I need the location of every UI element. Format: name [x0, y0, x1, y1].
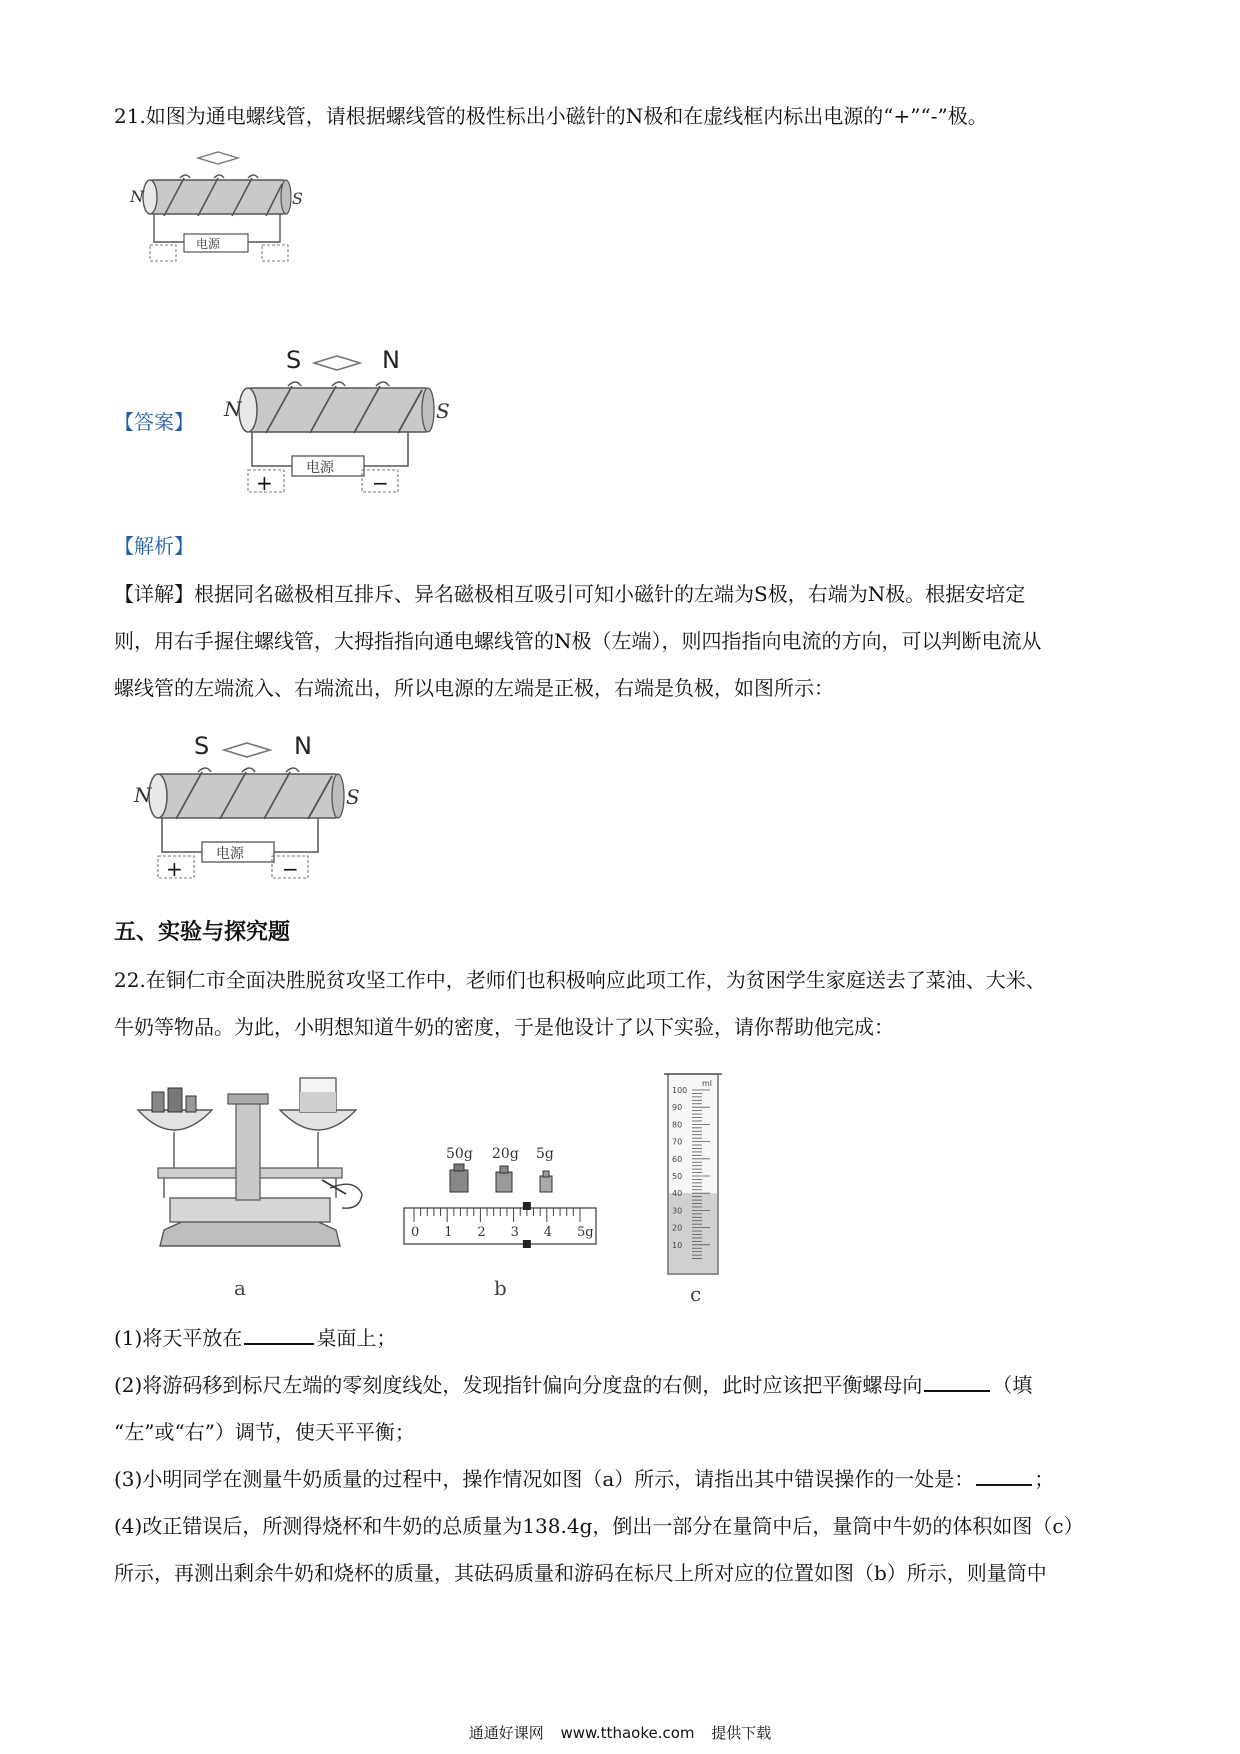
rider-marker: [523, 1240, 531, 1248]
needle-n-label: N: [382, 346, 400, 374]
plus-label: +: [166, 857, 183, 881]
coil-n-label: N: [134, 783, 152, 807]
balance-figure: [130, 1070, 370, 1260]
section-heading: 五、实验与探究题: [114, 919, 291, 945]
footer-note: 提供下载: [711, 1724, 772, 1742]
fig-a-label: a: [234, 1276, 246, 1300]
q22-step-2: [114, 1371, 1032, 1399]
scale-tick-label: 0: [411, 1225, 420, 1240]
detail-line-1: 【详解】根据同名磁极相互排斥、异名磁极相互吸引可知小磁针的左端为S极，右端为N极。根据安培定: [114, 582, 1026, 606]
weights-scale-figure: [400, 1140, 610, 1260]
step2-text-a: (2)将游码移到标尺左端的零刻度线处，发现指针偏向分度盘的右侧，此时应该把平衡螺母向: [114, 1373, 923, 1397]
minus-label: −: [372, 471, 389, 495]
power-label: 电源: [306, 460, 334, 476]
q22-step-2-cont: “左”或“右”）调节，使天平平衡；: [114, 1420, 415, 1444]
fig-b-label: b: [494, 1276, 507, 1300]
scale-tick-label: 2: [477, 1225, 486, 1240]
cylinder-tick-label: 60: [672, 1154, 683, 1164]
weight-label: 5g: [536, 1146, 554, 1162]
q21-prompt: 21.如图为通电螺线管，请根据螺线管的极性标出小磁针的N极和在虚线框内标出电源的“+”“-”极。: [114, 104, 988, 128]
coil-s-label: S: [292, 189, 303, 208]
page-footer: [0, 1722, 1240, 1743]
q22-step-3: [114, 1465, 1054, 1493]
plus-label: +: [256, 471, 273, 495]
needle-s-label: S: [194, 732, 210, 760]
scale-tick-label: 1: [444, 1225, 453, 1240]
q22-line-2: 牛奶等物品。为此，小明想知道牛奶的密度，于是他设计了以下实验，请你帮助他完成：: [114, 1015, 894, 1039]
weight-5g: [540, 1176, 552, 1192]
step2-text-b: （填: [992, 1373, 1033, 1397]
coil-s-label: S: [346, 785, 360, 809]
coil-n-label: N: [130, 187, 144, 206]
detail-solenoid-figure: [128, 728, 368, 893]
coil-s-label: S: [436, 399, 450, 423]
scale-tick-label: 5g: [577, 1225, 594, 1240]
cylinder-tick-label: 10: [672, 1240, 683, 1250]
scale-tick-label: 3: [510, 1225, 519, 1240]
cylinder-tick-label: 100: [672, 1086, 688, 1095]
cylinder-tick-label: 20: [672, 1223, 683, 1233]
cylinder-tick-label: 40: [672, 1189, 683, 1199]
weight-label: 50g: [446, 1146, 473, 1162]
magnetic-needle: [198, 152, 238, 164]
minus-label: −: [282, 857, 299, 881]
weight-label: 20g: [492, 1146, 519, 1162]
q22-step-4-cont: 所示，再测出剩余牛奶和烧杯的质量，其砝码质量和游码在标尺上所对应的位置如图（b）所示，则量筒中: [114, 1561, 1047, 1585]
detail-line-3: 螺线管的左端流入、右端流出，所以电源的左端是正极，右端是负极，如图所示：: [114, 676, 834, 700]
cylinder-tick-label: 50: [672, 1172, 683, 1181]
cylinder-tick-label: 90: [672, 1103, 683, 1113]
step1-text-b: 桌面上；: [316, 1326, 397, 1350]
graduated-cylinder-figure: [660, 1066, 730, 1278]
step3-text-a: (3)小明同学在测量牛奶质量的过程中，操作情况如图（a）所示，请指出其中错误操作的一处是：: [114, 1467, 975, 1491]
answer-solenoid-figure: [222, 340, 462, 505]
needle-s-label: S: [286, 346, 302, 374]
detail-line-2: 则，用右手握住螺线管，大拇指指向通电螺线管的N极（左端），则四指指向电流的方向，可以判断电流从: [114, 629, 1042, 653]
coil-n-label: N: [224, 397, 242, 421]
weight-20g: [496, 1172, 512, 1192]
q22-step-1: [114, 1324, 396, 1352]
cylinder-tick-label: 80: [672, 1120, 683, 1130]
answer-blank-1[interactable]: [244, 1325, 314, 1345]
cyl-unit-label: ml: [702, 1079, 713, 1088]
answer-blank-2[interactable]: [924, 1372, 990, 1392]
power-label: 电源: [196, 237, 221, 251]
cylinder-tick-label: 30: [672, 1206, 683, 1216]
cylinder-tick-label: 70: [672, 1137, 683, 1147]
step1-text-a: (1)将天平放在: [114, 1326, 243, 1350]
fig-c-label: c: [690, 1282, 702, 1306]
footer-site-name: 通通好课网: [468, 1724, 544, 1742]
needle-n-label: N: [294, 732, 312, 760]
q22-line-1: 22.在铜仁市全面决胜脱贫攻坚工作中，老师们也积极响应此项工作，为贫困学生家庭送去了菜油、大米、: [114, 968, 1046, 992]
footer-url[interactable]: www.tthaoke.com: [560, 1724, 695, 1742]
answer-label: 【答案】: [114, 410, 194, 434]
power-label: 电源: [216, 846, 244, 862]
answer-blank-3[interactable]: [976, 1466, 1032, 1486]
weight-50g: [450, 1170, 468, 1192]
analysis-label: 【解析】: [114, 534, 194, 558]
q21-solenoid-figure: [130, 150, 310, 265]
milk-level: [669, 1193, 717, 1273]
scale-tick-label: 4: [543, 1225, 553, 1240]
q22-step-4: (4)改正错误后，所测得烧杯和牛奶的总质量为138.4g，倒出一部分在量筒中后，量筒中牛奶的体积如图（c）: [114, 1514, 1084, 1538]
step3-text-b: ；: [1034, 1467, 1055, 1491]
rider-marker: [523, 1202, 531, 1210]
